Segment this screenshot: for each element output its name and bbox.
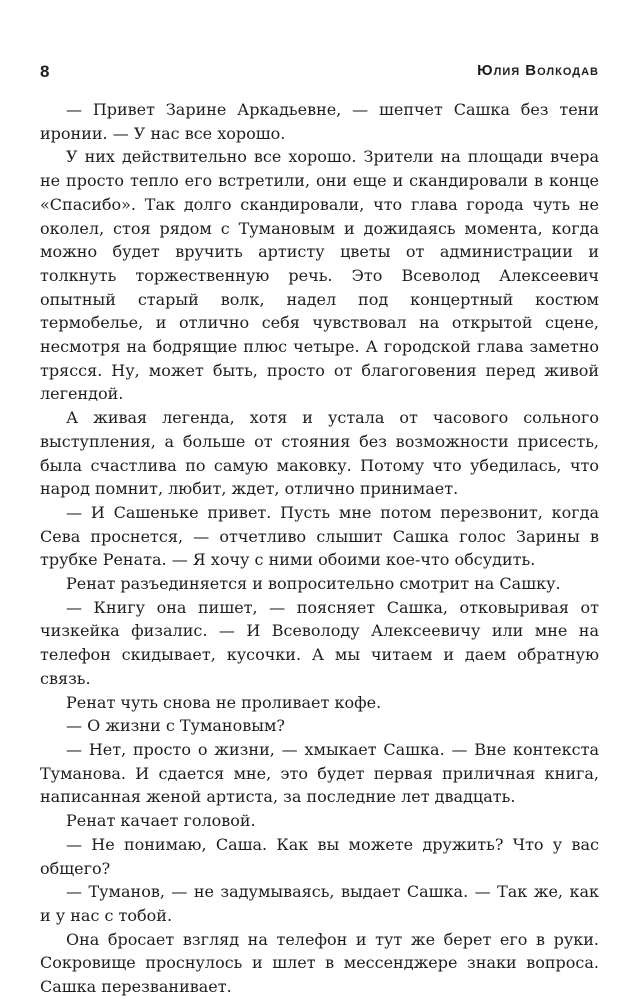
running-title: Юлия Волкодав: [477, 62, 599, 79]
paragraph: Ренат чуть снова не проливает кофе.: [66, 692, 382, 712]
paragraph: Ренат качает головой.: [66, 811, 256, 831]
paragraph: Ренат разъединяется и вопросительно смотрит на Сашку.: [66, 574, 561, 594]
body-text: [40, 98, 599, 999]
paragraph: — О жизни с Тумановым?: [66, 716, 285, 736]
paragraph: — Книгу она пишет, — поясняет Сашка, отковыривая от чизкейка физалис. — И Всеволоду Алексеевичу или мне на телефон скидывает, кусочки. А мы читаем и даем обратную связь.: [40, 597, 599, 688]
paragraph: У них действительно все хорошо. Зрители на площади вчера не просто тепло его встретили, они еще и скандировали в конце «Спасибо». Так долго скандировали, что глава города чуть не околел, стоя рядом с Тумановым и дожидаясь момента, когда можно будет вручить артисту цветы от администрации и толкнуть торжественную речь. Это Всеволод Алексеевич опытный старый волк, надел под концертный костюм термобелье, и отлично себя чувствовал на открытой сцене, несмотря на бодрящие плюс четыре. А городской глава заметно трясся. Ну, может быть, просто от благоговения перед живой легендой.: [40, 147, 599, 404]
paragraph: А живая легенда, хотя и устала от часового сольного выступления, а больше от стояния без возможности присесть, была счастлива по самую маковку. Потому что убедилась, что народ помнит, любит, ждет, отлично принимает.: [40, 408, 599, 499]
paragraph: — Не понимаю, Саша. Как вы можете дружить? Что у вас общего?: [40, 834, 599, 878]
page-number: 8: [40, 62, 50, 81]
paragraph: Она бросает взгляд на телефон и тут же берет его в руки. Сокровище проснулось и шлет в мессенджере знаки вопроса. Сашка перезванивает.: [40, 929, 599, 997]
paragraph: — Туманов, — не задумываясь, выдает Сашка. — Так же, как и у нас с тобой.: [40, 882, 599, 925]
paragraph: — И Сашеньке привет. Пусть мне потом перезвонит, когда Сева проснется, — отчетливо слышит Сашка голос Зарины в трубке Рената. — Я хочу с ними обоими кое-что обсудить.: [40, 502, 599, 570]
paragraph: — Нет, просто о жизни, — хмыкает Сашка. — Вне контекста Туманова. И сдается мне, это будет первая приличная книга, написанная женой артиста, за последние лет двадцать.: [40, 739, 599, 807]
paragraph: — Привет Зарине Аркадьевне, — шепчет Сашка без тени иронии. — У нас все хорошо.: [40, 100, 599, 143]
